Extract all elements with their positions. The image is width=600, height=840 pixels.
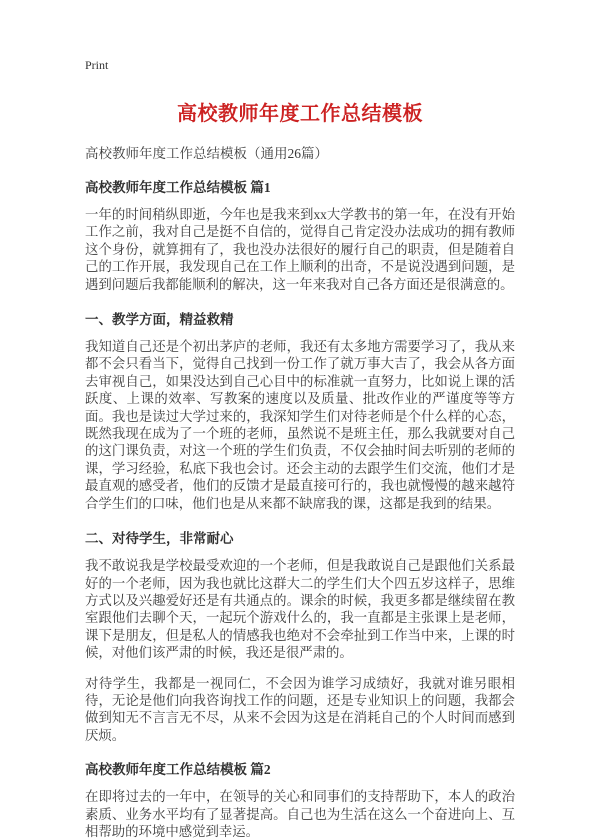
page-title: 高校教师年度工作总结模板 [177, 103, 423, 125]
paragraph: 对待学生，我都是一视同仁，不会因为谁学习成绩好，我就对谁另眼相待，无论是他们向我咨询找工作的问题，还是专业知识上的问题，我都会做到知无不言言无不尽，从来不会因为这是在消耗自己的个人时间而感到厌烦。 [85, 675, 515, 743]
section-heading-part1: 高校教师年度工作总结模板 篇1 [85, 180, 271, 195]
paragraph: 我知道自己还是个初出茅庐的老师，我还有太多地方需要学习了，我从来都不会只看当下，觉得自己找到一份工作了就万事大吉了，我会从各方面去审视自己，如果没达到自己心目中的标准就一直努力，比如说上课的活跃度、上课的效率、写教案的速度以及质量、批改作业的严谨度等等方面。我也是读过大学过来的，我深知学生们对待老师是个什么样的心态，既然我现在成为了一个班的老师，虽然说不是班主任，那么我就要对自己的这门课负责，对这一个班的学生们负责，不仅会抽时间去听别的老师的课，学习经验，私底下我也会讨。还会主动的去跟学生们交流，他们才是最直观的感受者，他们的反馈才是最直接可行的，我也就慢慢的越来越符合学生们的口味，他们也是从来都不缺席我的课，这都是我到的结果。 [85, 339, 515, 511]
section-heading-teaching: 一、教学方面，精益救精 [85, 312, 234, 328]
article-body [85, 176, 515, 840]
page-subtitle: 高校教师年度工作总结模板（通用26篇） [85, 146, 328, 161]
section-heading-part2: 高校教师年度工作总结模板 篇2 [85, 762, 271, 778]
paragraph: 一年的时间稍纵即逝，今年也是我来到xx大学教书的第一年，在没有开始工作之前，我对自己是挺不自信的，觉得自己肯定没办法成功的拥有教师这个身份，就算拥有了，我也没办法很好的履行自己的职责，但是随着自己的工作开展，我发现自己在工作上顺利的出奇，不是说没遇到问题，是遇到问题后我都能顺利的解决，这一年来我对自己各方面还是很满意的。 [85, 207, 515, 292]
print-link[interactable]: Print [85, 58, 109, 72]
paragraph: 在即将过去的一年中，在领导的关心和同事们的支持帮助下，本人的政治素质、业务水平均有了显著提高。自己也为生活在这么一个奋进向上、互相帮助的环境中感觉到幸运。 [85, 789, 515, 839]
paragraph: 我不敢说我是学校最受欢迎的一个老师，但是我敢说自己是跟他们关系最好的一个老师，因为我也就比这群大二的学生们大个四五岁这样子，思维方式以及兴趣爱好还是有共通点的。课余的时候，我更多都是继续留在教室跟他们去聊个天，一起玩个游戏什么的，我一直都是主张课上是老师，课下是朋友，但是私人的情感我也绝对不会牵扯到工作当中来，上课的时候，对他们该严肃的时候，我还是很严肃的。 [85, 558, 515, 661]
section-heading-students: 二、对待学生，非常耐心 [85, 531, 234, 547]
